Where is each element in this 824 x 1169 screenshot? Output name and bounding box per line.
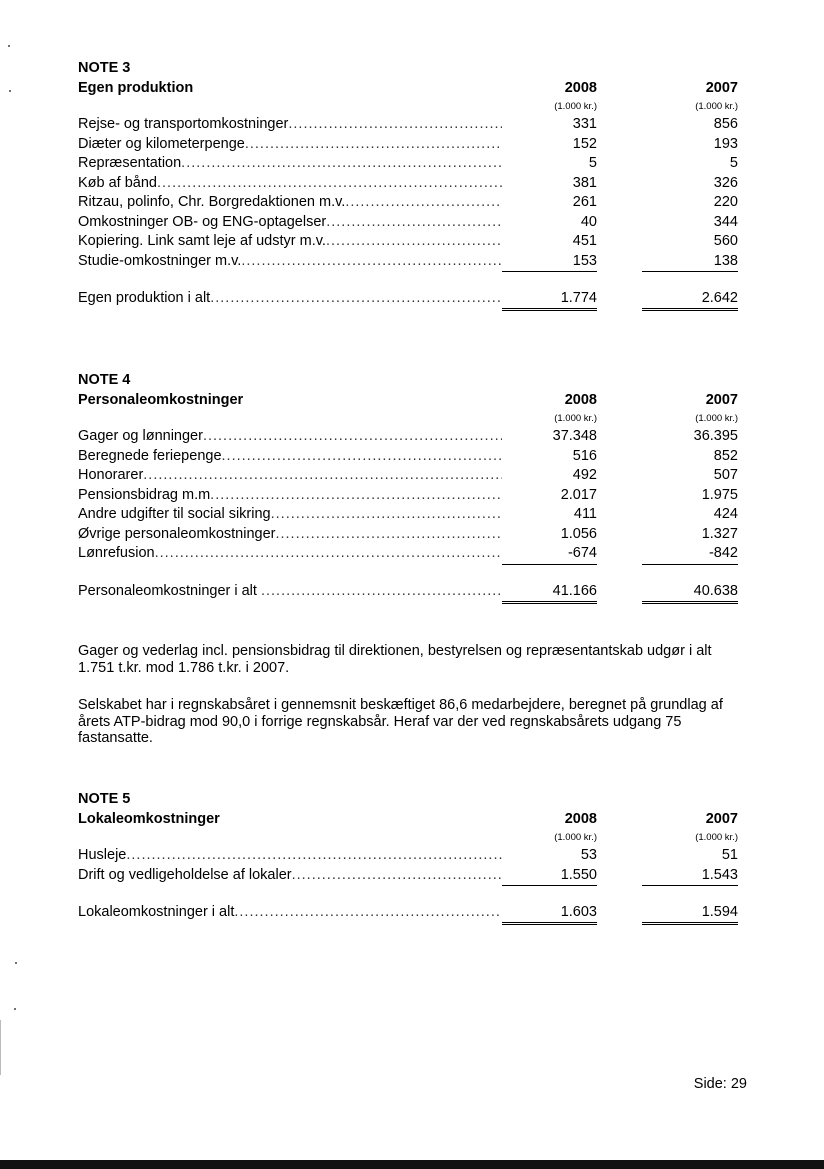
- total-2007: 2.642: [642, 288, 738, 311]
- row-label: Ritzau, polinfo, Chr. Borgredaktionen m.v. .....: [78, 193, 502, 213]
- year-2007-header: 2007: [705, 392, 738, 408]
- value-2007: 1.543: [642, 866, 738, 887]
- note-label: NOTE 5: [78, 791, 131, 807]
- total-row: [78, 581, 742, 601]
- value-2007: 193: [713, 135, 738, 152]
- year-2007-header: 2007: [705, 811, 738, 827]
- section-title: Lokaleomkostninger: [78, 811, 220, 827]
- table-row: [78, 427, 742, 447]
- scan-speck: [8, 45, 10, 47]
- value-2007: 856: [713, 116, 738, 132]
- row-label: Omkostninger OB- og ENG-optagelser .....: [78, 213, 502, 233]
- table-row: [78, 544, 742, 564]
- value-2007: 507: [713, 467, 738, 483]
- value-2008: -674: [502, 544, 597, 565]
- total-2008: 41.166: [502, 581, 597, 604]
- total-label: Egen produktion i alt .....: [78, 288, 502, 308]
- table-header: [78, 78, 742, 98]
- table-header: [78, 390, 742, 410]
- table-row: [78, 135, 742, 155]
- row-label: Gager og lønninger .....: [78, 427, 502, 447]
- unit-row: [78, 410, 742, 427]
- value-2007: 1.975: [701, 486, 738, 503]
- table-row: [78, 525, 742, 545]
- value-2008: 1.550: [502, 866, 597, 887]
- value-2008: 2.017: [560, 486, 597, 503]
- unit-2008: (1.000 kr.): [554, 101, 597, 112]
- row-label: Pensionsbidrag m.m .....: [78, 486, 502, 506]
- value-2008: 492: [572, 467, 597, 483]
- value-2008: 152: [572, 135, 597, 152]
- note-3-section: [78, 58, 742, 308]
- value-2007: 344: [713, 213, 738, 230]
- row-label: Husleje .....: [78, 846, 502, 866]
- total-2007: 1.594: [642, 902, 738, 925]
- value-2008: 381: [572, 174, 597, 191]
- row-label: Lønrefusion .....: [78, 544, 502, 564]
- row-label: Honorarer .....: [78, 466, 502, 486]
- note-label: NOTE 4: [78, 372, 131, 388]
- table-row: [78, 213, 742, 233]
- value-2008: 1.056: [560, 525, 597, 542]
- year-2008-header: 2008: [564, 392, 597, 408]
- value-2007: 138: [642, 252, 738, 273]
- note-label: NOTE 3: [78, 60, 131, 76]
- row-label: Repræsentation .....: [78, 154, 502, 174]
- unit-row: [78, 98, 742, 115]
- paragraph-employees: Selskabet har i regnskabsåret i gennemsnit beskæftiget 86,6 medarbejdere, beregnet på grundlag af årets ATP-bidrag mod 90,0 i forrige regnskabsår. Heraf var der ved regnskabsårets udgang 75 fastansatte.: [78, 697, 723, 746]
- value-2007: 560: [713, 233, 738, 249]
- total-row: [78, 902, 742, 922]
- unit-row: [78, 829, 742, 846]
- table-row: [78, 505, 742, 525]
- section-title: Personaleomkostninger: [78, 392, 244, 408]
- total-2008: 1.774: [502, 288, 597, 311]
- value-2008: 331: [572, 116, 597, 132]
- section-title: Egen produktion: [78, 80, 194, 96]
- table-row: [78, 115, 742, 135]
- row-label: Drift og vedligeholdelse af lokaler .....: [78, 866, 502, 886]
- unit-2008: (1.000 kr.): [554, 413, 597, 424]
- value-2008: 516: [572, 447, 597, 464]
- table-row: [78, 252, 742, 272]
- value-2007: 424: [713, 506, 738, 522]
- year-2007-header: 2007: [705, 80, 738, 96]
- year-2008-header: 2008: [564, 811, 597, 827]
- row-label: Kopiering. Link samt leje af udstyr m.v. .....: [78, 232, 502, 252]
- value-2008: 40: [580, 213, 597, 230]
- total-2007: 40.638: [642, 581, 738, 604]
- table-row: [78, 486, 742, 506]
- unit-2007: (1.000 kr.): [695, 413, 738, 424]
- scan-speck: [15, 962, 17, 964]
- table-row: [78, 466, 742, 486]
- value-2007: 36.395: [693, 428, 738, 444]
- value-2008: 5: [588, 155, 597, 171]
- value-2008: 153: [502, 252, 597, 273]
- scan-speck: [14, 1008, 16, 1010]
- value-2007: 51: [721, 847, 738, 863]
- page-number: Side: 29: [693, 1076, 747, 1092]
- table-row: [78, 866, 742, 886]
- unit-2007: (1.000 kr.): [695, 832, 738, 843]
- year-2008-header: 2008: [564, 80, 597, 96]
- table-row: [78, 232, 742, 252]
- row-label: Køb af bånd .....: [78, 174, 502, 194]
- table-row: [78, 846, 742, 866]
- row-label: Beregnede feriepenge .....: [78, 447, 502, 467]
- value-2008: 53: [580, 847, 597, 863]
- table-row: [78, 174, 742, 194]
- scan-bottom-edge: [0, 1160, 824, 1169]
- row-label: Studie-omkostninger m.v. .....: [78, 252, 502, 272]
- value-2007: 326: [713, 174, 738, 191]
- total-label: Lokaleomkostninger i alt .....: [78, 902, 502, 922]
- value-2008: 411: [573, 506, 597, 522]
- unit-2008: (1.000 kr.): [554, 832, 597, 843]
- total-label: Personaleomkostninger i alt .....: [78, 581, 502, 601]
- table-header: [78, 809, 742, 829]
- row-label: Øvrige personaleomkostninger .....: [78, 525, 502, 545]
- value-2008: 451: [572, 233, 597, 249]
- note-5-section: [78, 789, 742, 922]
- scan-edge-line: [0, 1020, 1, 1075]
- row-label: Rejse- og transportomkostninger .....: [78, 115, 502, 135]
- row-label: Andre udgifter til social sikring .....: [78, 505, 502, 525]
- unit-2007: (1.000 kr.): [695, 101, 738, 112]
- value-2007: 1.327: [701, 525, 738, 542]
- total-2008: 1.603: [502, 902, 597, 925]
- value-2007: -842: [642, 544, 738, 565]
- scan-speck: [9, 90, 11, 92]
- value-2008: 261: [572, 194, 597, 210]
- value-2007: 852: [713, 447, 738, 464]
- value-2007: 220: [713, 194, 738, 210]
- table-row: [78, 447, 742, 467]
- value-2007: 5: [729, 155, 738, 171]
- table-row: [78, 154, 742, 174]
- table-row: [78, 193, 742, 213]
- row-label: Diæter og kilometerpenge .....: [78, 135, 502, 155]
- paragraph-remuneration: Gager og vederlag incl. pensionsbidrag til direktionen, bestyrelsen og repræsentantskab udgør i alt 1.751 t.kr. mod 1.786 t.kr. i 2007.: [78, 643, 712, 676]
- total-row: [78, 288, 742, 308]
- note-4-section: [78, 370, 742, 601]
- value-2008: 37.348: [552, 428, 597, 444]
